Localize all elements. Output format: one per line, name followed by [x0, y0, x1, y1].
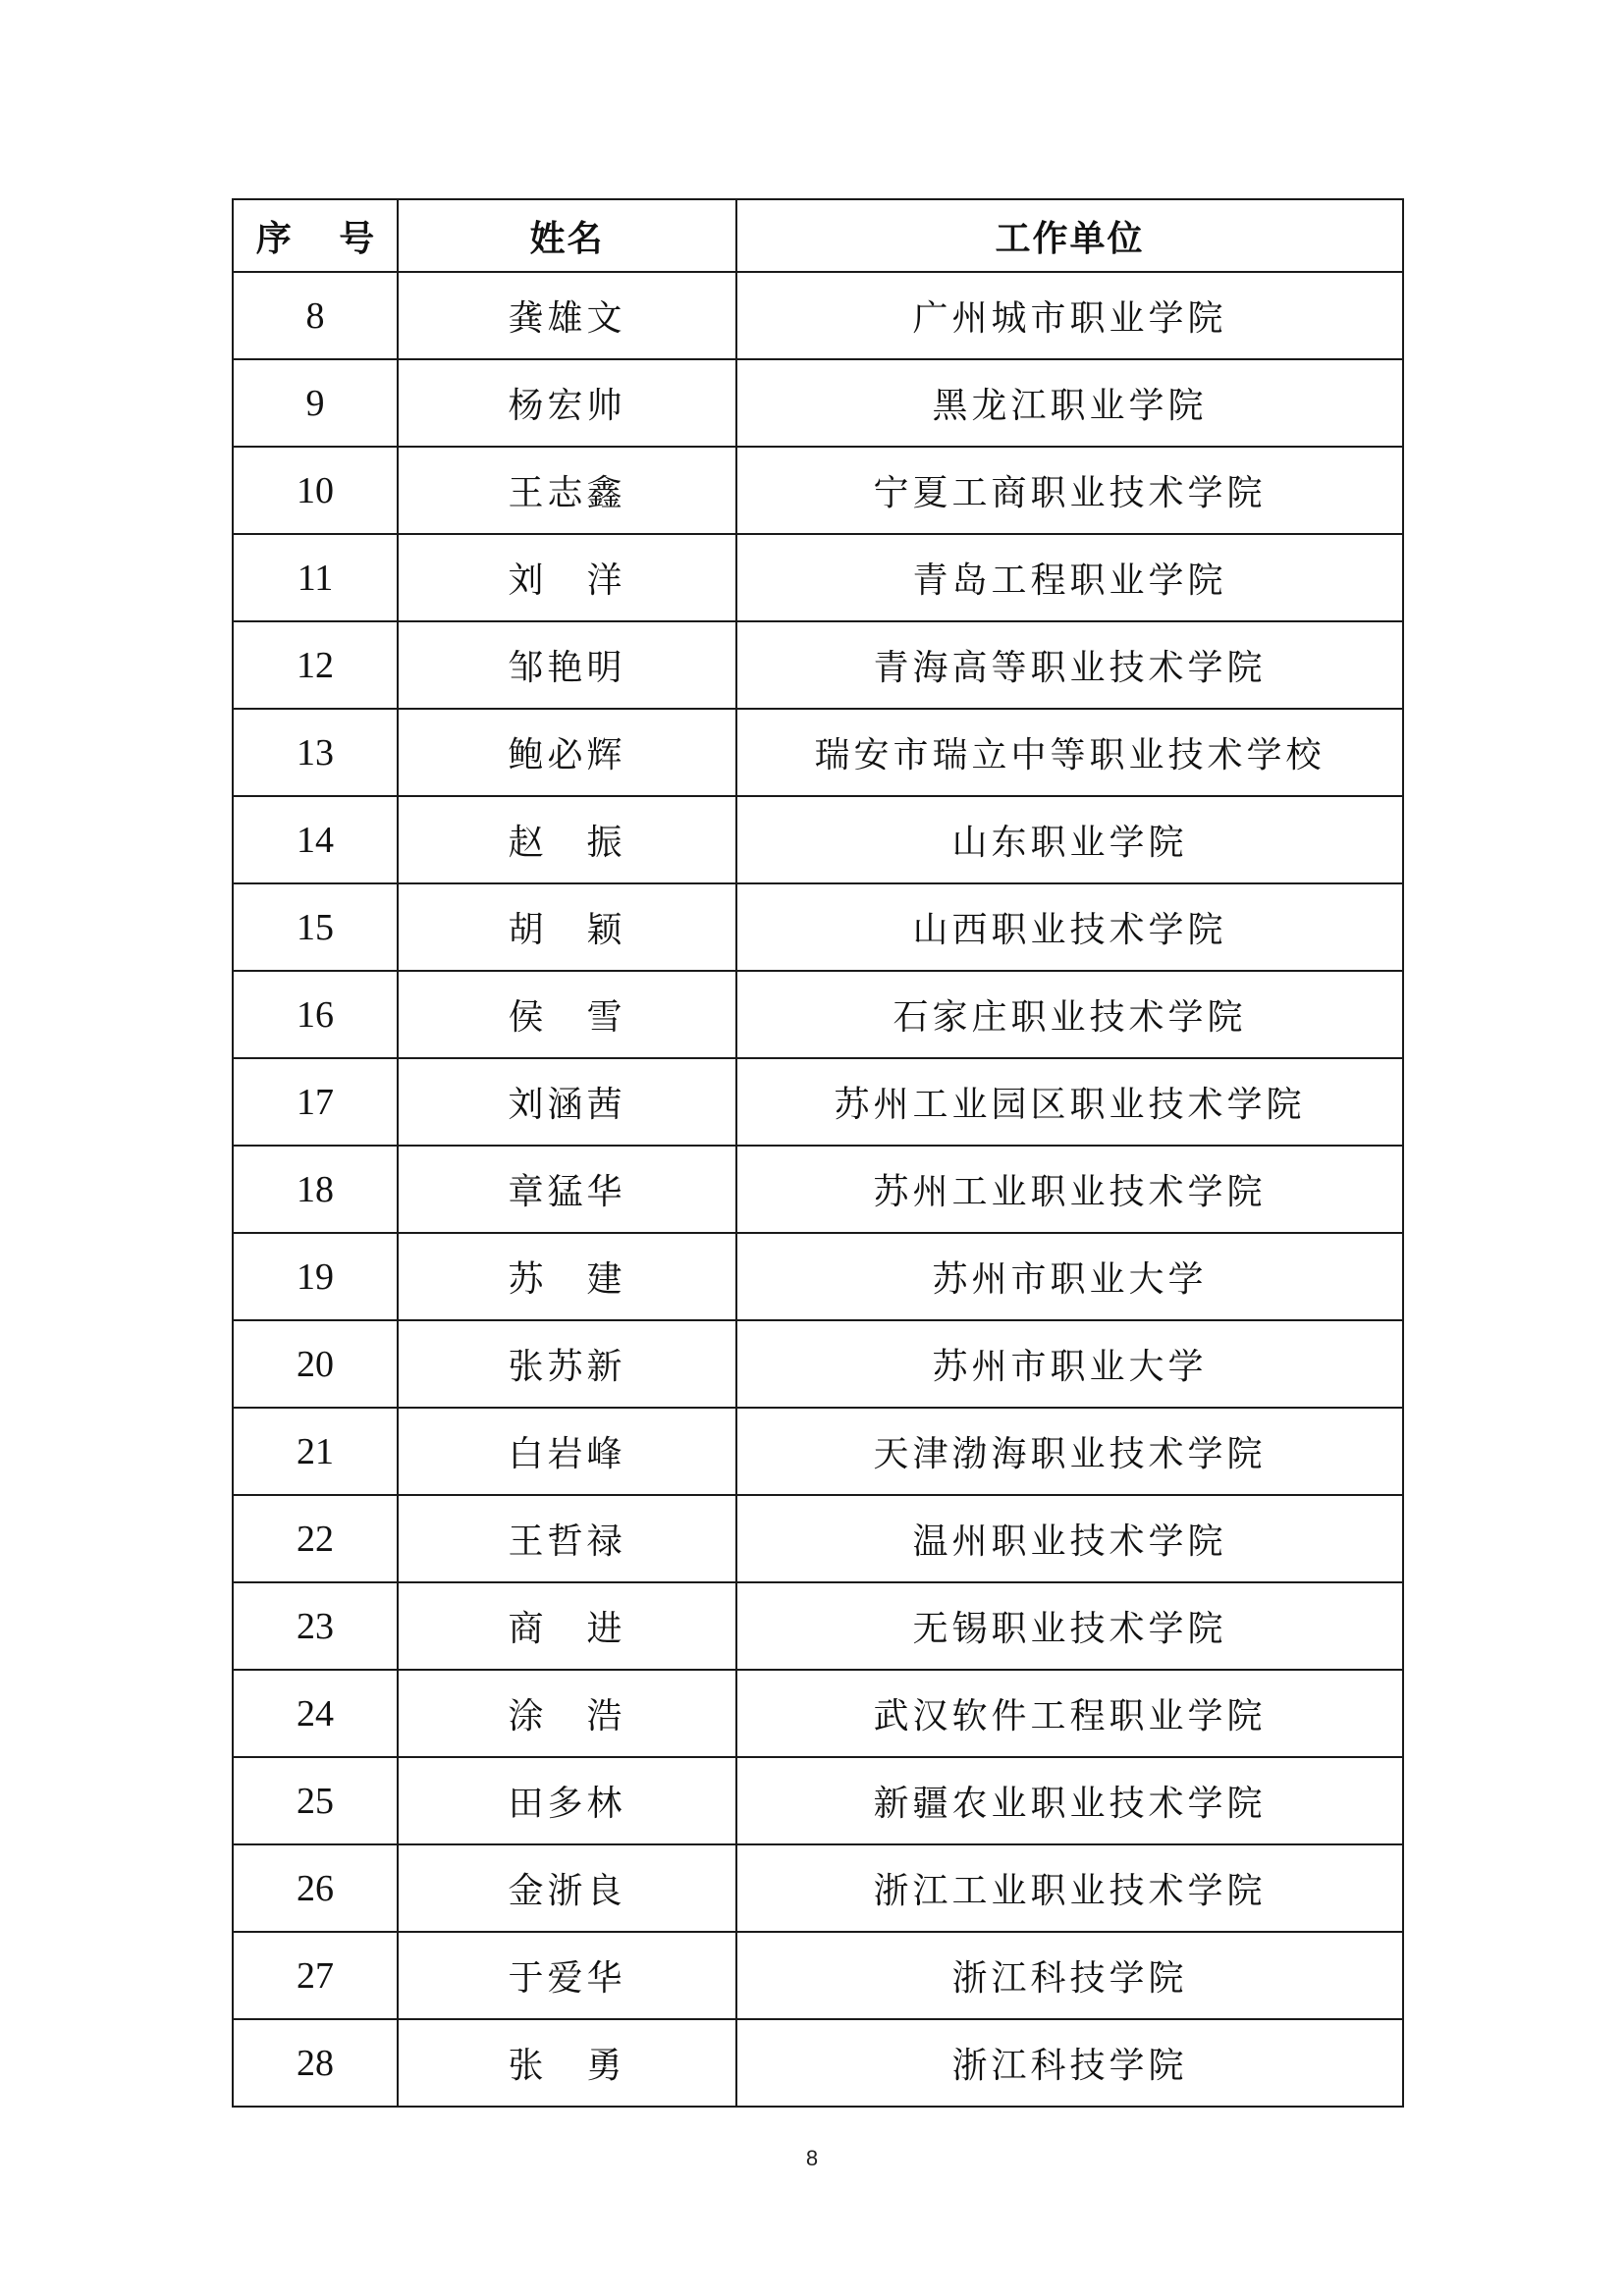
- cell-unit: 浙江科技学院: [736, 1932, 1403, 2019]
- table-row: [233, 883, 1403, 971]
- cell-unit: 武汉软件工程职业学院: [736, 1670, 1403, 1757]
- cell-seq: 14: [233, 796, 398, 883]
- cell-seq: 24: [233, 1670, 398, 1757]
- cell-unit: 新疆农业职业技术学院: [736, 1757, 1403, 1844]
- cell-name: 商 进: [398, 1582, 736, 1670]
- cell-seq: 27: [233, 1932, 398, 2019]
- cell-unit: 苏州市职业大学: [736, 1233, 1403, 1320]
- header-seq: 序 号: [233, 199, 398, 272]
- cell-name: 侯 雪: [398, 971, 736, 1058]
- cell-seq: 21: [233, 1408, 398, 1495]
- cell-seq: 19: [233, 1233, 398, 1320]
- table-row: [233, 796, 1403, 883]
- table-row: [233, 1233, 1403, 1320]
- cell-seq: 9: [233, 359, 398, 447]
- header-name: 姓名: [398, 199, 736, 272]
- cell-name: 刘 洋: [398, 534, 736, 621]
- cell-seq: 13: [233, 709, 398, 796]
- table-row: [233, 1844, 1403, 1932]
- cell-name: 章猛华: [398, 1146, 736, 1233]
- cell-name: 于爱华: [398, 1932, 736, 2019]
- cell-unit: 无锡职业技术学院: [736, 1582, 1403, 1670]
- cell-seq: 26: [233, 1844, 398, 1932]
- table-row: [233, 1146, 1403, 1233]
- cell-unit: 黑龙江职业学院: [736, 359, 1403, 447]
- roster-table: [232, 198, 1404, 2108]
- cell-unit: 石家庄职业技术学院: [736, 971, 1403, 1058]
- cell-seq: 11: [233, 534, 398, 621]
- cell-name: 涂 浩: [398, 1670, 736, 1757]
- table-row: [233, 2019, 1403, 2107]
- cell-seq: 20: [233, 1320, 398, 1408]
- cell-unit: 浙江科技学院: [736, 2019, 1403, 2107]
- cell-seq: 12: [233, 621, 398, 709]
- cell-seq: 10: [233, 447, 398, 534]
- table-row: [233, 359, 1403, 447]
- table-row: [233, 1495, 1403, 1582]
- table-row: [233, 621, 1403, 709]
- table-row: [233, 1408, 1403, 1495]
- cell-name: 邹艳明: [398, 621, 736, 709]
- cell-seq: 8: [233, 272, 398, 359]
- header-unit: 工作单位: [736, 199, 1403, 272]
- cell-name: 张 勇: [398, 2019, 736, 2107]
- cell-unit: 山东职业学院: [736, 796, 1403, 883]
- page-number: 8: [805, 2146, 819, 2170]
- header-row: [233, 199, 1403, 272]
- cell-seq: 22: [233, 1495, 398, 1582]
- cell-name: 胡 颖: [398, 883, 736, 971]
- cell-name: 金浙良: [398, 1844, 736, 1932]
- cell-name: 王哲禄: [398, 1495, 736, 1582]
- table-body: [233, 272, 1403, 2107]
- cell-seq: 23: [233, 1582, 398, 1670]
- cell-seq: 16: [233, 971, 398, 1058]
- table-row: [233, 1320, 1403, 1408]
- cell-unit: 苏州工业园区职业技术学院: [736, 1058, 1403, 1146]
- cell-unit: 瑞安市瑞立中等职业技术学校: [736, 709, 1403, 796]
- cell-name: 杨宏帅: [398, 359, 736, 447]
- cell-unit: 温州职业技术学院: [736, 1495, 1403, 1582]
- cell-seq: 25: [233, 1757, 398, 1844]
- cell-unit: 浙江工业职业技术学院: [736, 1844, 1403, 1932]
- cell-unit: 苏州工业职业技术学院: [736, 1146, 1403, 1233]
- table-row: [233, 709, 1403, 796]
- table-row: [233, 447, 1403, 534]
- cell-name: 鲍必辉: [398, 709, 736, 796]
- cell-unit: 宁夏工商职业技术学院: [736, 447, 1403, 534]
- cell-name: 刘涵茜: [398, 1058, 736, 1146]
- cell-unit: 山西职业技术学院: [736, 883, 1403, 971]
- table-row: [233, 1058, 1403, 1146]
- table-row: [233, 1582, 1403, 1670]
- table-row: [233, 1932, 1403, 2019]
- table-row: [233, 971, 1403, 1058]
- cell-unit: 广州城市职业学院: [736, 272, 1403, 359]
- cell-name: 田多林: [398, 1757, 736, 1844]
- table-row: [233, 1670, 1403, 1757]
- cell-name: 张苏新: [398, 1320, 736, 1408]
- cell-name: 王志鑫: [398, 447, 736, 534]
- cell-unit: 青岛工程职业学院: [736, 534, 1403, 621]
- cell-seq: 28: [233, 2019, 398, 2107]
- cell-unit: 青海高等职业技术学院: [736, 621, 1403, 709]
- cell-seq: 18: [233, 1146, 398, 1233]
- table-row: [233, 1757, 1403, 1844]
- cell-name: 龚雄文: [398, 272, 736, 359]
- table-row: [233, 534, 1403, 621]
- cell-unit: 苏州市职业大学: [736, 1320, 1403, 1408]
- cell-seq: 15: [233, 883, 398, 971]
- table-header: [233, 199, 1403, 272]
- cell-unit: 天津渤海职业技术学院: [736, 1408, 1403, 1495]
- cell-name: 赵 振: [398, 796, 736, 883]
- cell-seq: 17: [233, 1058, 398, 1146]
- cell-name: 苏 建: [398, 1233, 736, 1320]
- table-row: [233, 272, 1403, 359]
- cell-name: 白岩峰: [398, 1408, 736, 1495]
